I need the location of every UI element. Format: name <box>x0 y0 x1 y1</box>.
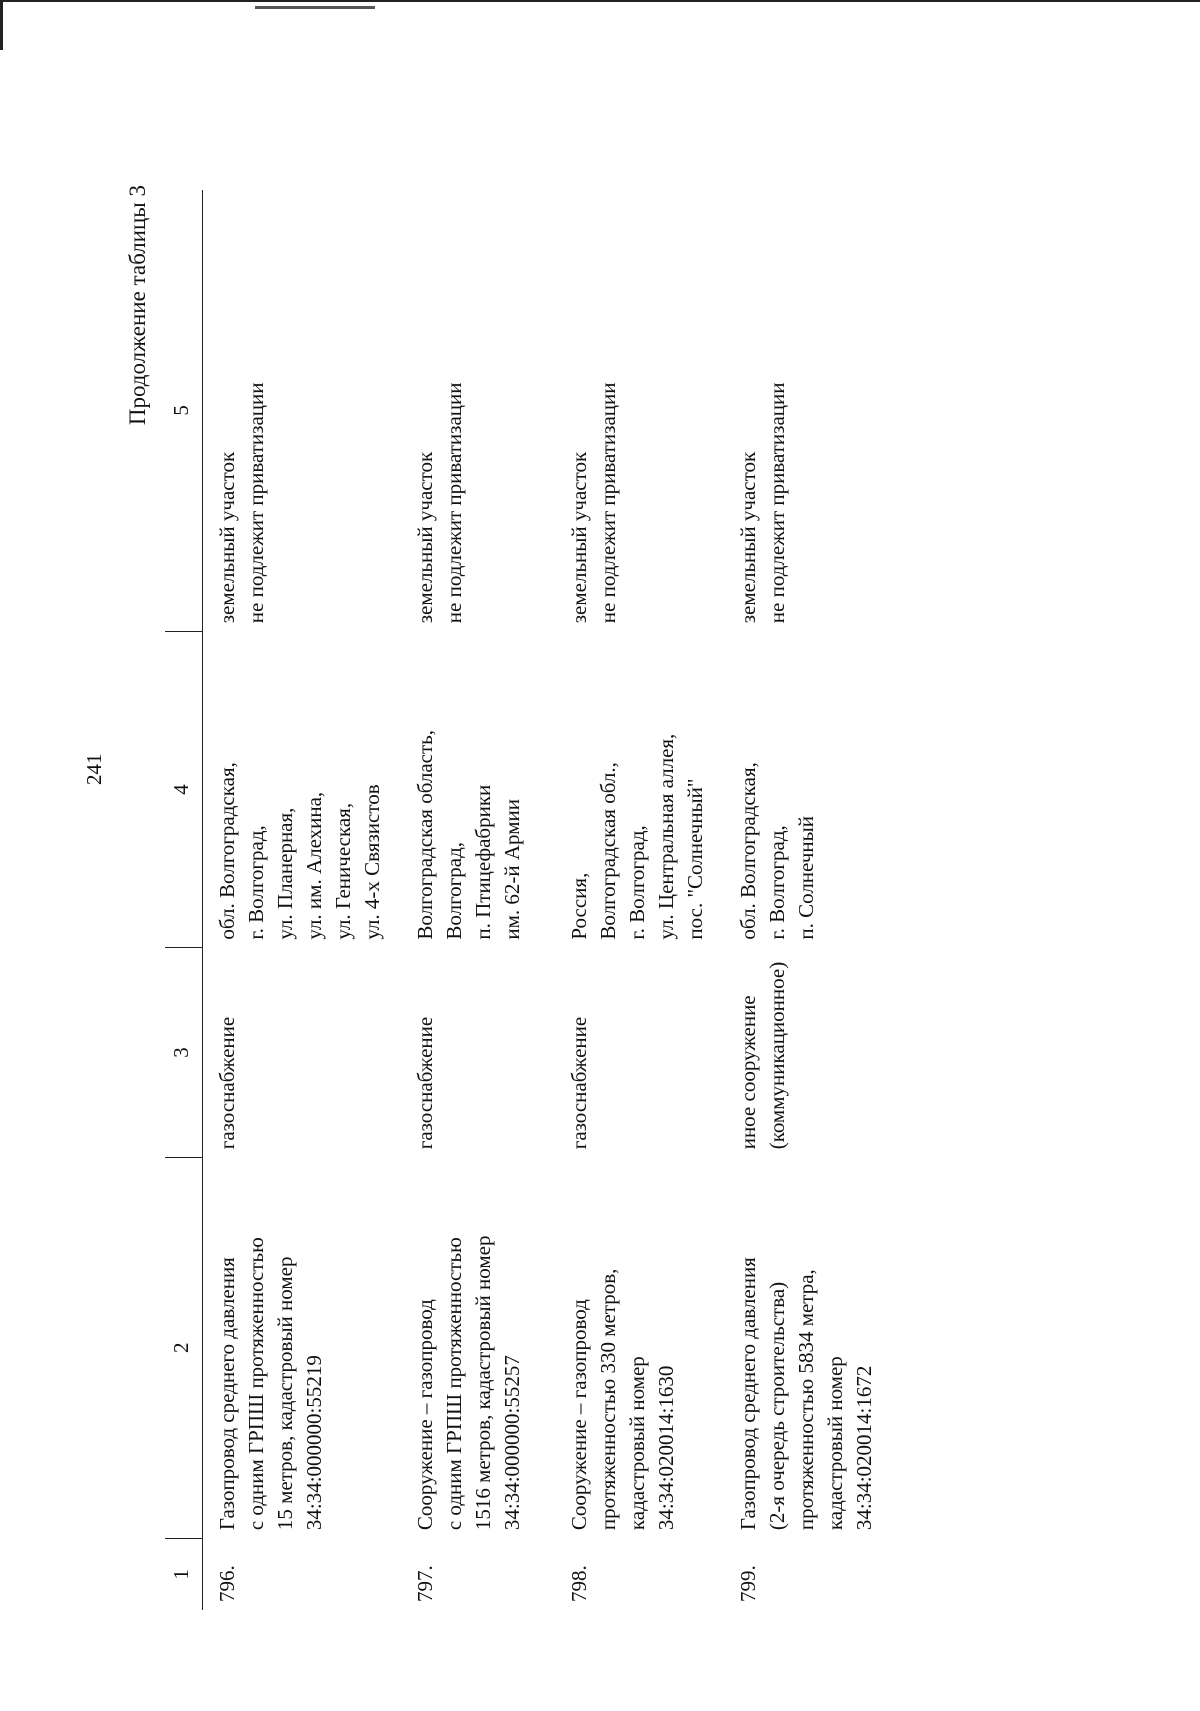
purpose-line: газоснабжение <box>413 1016 437 1150</box>
row-number-line: 798. <box>567 1565 591 1602</box>
address-line: ул. Планерная, <box>273 807 297 940</box>
table-row <box>203 190 402 1610</box>
cell-object-name <box>555 1157 724 1538</box>
row-number-line: 796. <box>215 1565 239 1602</box>
object-name-line: Сооружение – газопровод <box>567 1299 591 1531</box>
cell-row-number <box>555 1538 724 1610</box>
cell-purpose <box>555 948 724 1158</box>
cell-note <box>203 190 402 631</box>
header-row <box>165 190 203 1610</box>
header-col-3: 3 <box>165 948 203 1158</box>
object-name-line: 34:34:020014:1630 <box>654 1365 678 1531</box>
cell-object-name <box>724 1157 893 1538</box>
note-line: земельный участок <box>413 451 437 624</box>
note-line: не подлежит приватизации <box>442 382 466 624</box>
address-line: п. Птицефабрики <box>471 784 495 940</box>
address-line: г. Волгоград, <box>765 825 789 940</box>
note-line: не подлежит приватизации <box>765 382 789 624</box>
address-line: Россия, <box>567 872 591 940</box>
object-name-line: протяженностью 5834 метра, <box>794 1269 818 1531</box>
cell-note <box>401 190 555 631</box>
table-body <box>203 190 894 1610</box>
header-col-2: 2 <box>165 1157 203 1538</box>
address-line: им. 62-й Армии <box>500 799 524 940</box>
object-name-line: 34:34:000000:55257 <box>500 1355 524 1531</box>
object-name-line: 34:34:000000:55219 <box>302 1355 326 1531</box>
address-line: обл. Волгоградская, <box>215 762 239 940</box>
address-line: Волгоград, <box>442 841 466 940</box>
scan-edge-top <box>0 0 1200 2</box>
cell-address <box>401 631 555 947</box>
continuation-label: Продолжение таблицы 3 <box>125 185 150 426</box>
note-line: земельный участок <box>736 451 760 624</box>
object-name-line: Газопровод среднего давления <box>215 1257 239 1531</box>
address-line: г. Волгоград, <box>244 825 268 940</box>
cell-purpose <box>401 948 555 1158</box>
note-line: земельный участок <box>215 451 239 624</box>
address-line: обл. Волгоградская, <box>736 762 760 940</box>
object-name-line: кадастровый номер <box>625 1356 649 1531</box>
object-name-line: кадастровый номер <box>823 1356 847 1531</box>
object-name-line: 1516 метров, кадастровый номер <box>471 1235 495 1531</box>
cell-address <box>203 631 402 947</box>
address-line: ул. им. Алехина, <box>302 791 326 940</box>
rotated-page <box>82 40 1090 1640</box>
object-name-line: протяженностью 330 метров, <box>596 1268 620 1531</box>
address-line: пос. "Солнечный" <box>683 778 707 940</box>
purpose-line: (коммуникационное) <box>765 961 789 1150</box>
header-col-5: 5 <box>165 190 203 631</box>
cell-note <box>724 190 893 631</box>
address-line: ул. Центральная аллея, <box>654 733 678 940</box>
purpose-line: иное сооружение <box>736 995 760 1150</box>
cell-address <box>555 631 724 947</box>
address-line: г. Волгоград, <box>625 825 649 940</box>
cell-row-number <box>203 1538 402 1610</box>
purpose-line: газоснабжение <box>215 1016 239 1150</box>
address-line: Волгоградская обл., <box>596 762 620 940</box>
object-name-line: Газопровод среднего давления <box>736 1257 760 1531</box>
cell-purpose <box>724 948 893 1158</box>
scan-edge-left <box>0 0 3 50</box>
address-line: ул. Геническая, <box>331 802 355 940</box>
table-row <box>724 190 893 1610</box>
page-number: 241 <box>82 753 106 785</box>
address-line: Волгоградская область, <box>413 729 437 940</box>
row-number-line: 799. <box>736 1565 760 1602</box>
object-name-line: 15 метров, кадастровый номер <box>273 1256 297 1531</box>
scan-edge-mark <box>255 6 375 9</box>
cell-purpose <box>203 948 402 1158</box>
cell-note <box>555 190 724 631</box>
cell-address <box>724 631 893 947</box>
purpose-line: газоснабжение <box>567 1016 591 1150</box>
header-col-1: 1 <box>165 1538 203 1610</box>
object-name-line: (2-я очередь строительства) <box>765 1281 789 1531</box>
note-line: не подлежит приватизации <box>596 382 620 624</box>
table-row <box>555 190 724 1610</box>
note-line: земельный участок <box>567 451 591 624</box>
object-name-line: с одним ГРПШ протяженностью <box>244 1237 268 1531</box>
cell-row-number <box>724 1538 893 1610</box>
address-line: п. Солнечный <box>794 816 818 940</box>
header-col-4: 4 <box>165 631 203 947</box>
object-name-line: Сооружение – газопровод <box>413 1299 437 1531</box>
object-name-line: с одним ГРПШ протяженностью <box>442 1237 466 1531</box>
address-line: ул. 4-х Связистов <box>360 784 384 940</box>
property-table <box>165 190 893 1610</box>
cell-row-number <box>401 1538 555 1610</box>
object-name-line: 34:34:020014:1672 <box>852 1365 876 1531</box>
row-number-line: 797. <box>413 1565 437 1602</box>
note-line: не подлежит приватизации <box>244 382 268 624</box>
cell-object-name <box>401 1157 555 1538</box>
table-row <box>401 190 555 1610</box>
cell-object-name <box>203 1157 402 1538</box>
